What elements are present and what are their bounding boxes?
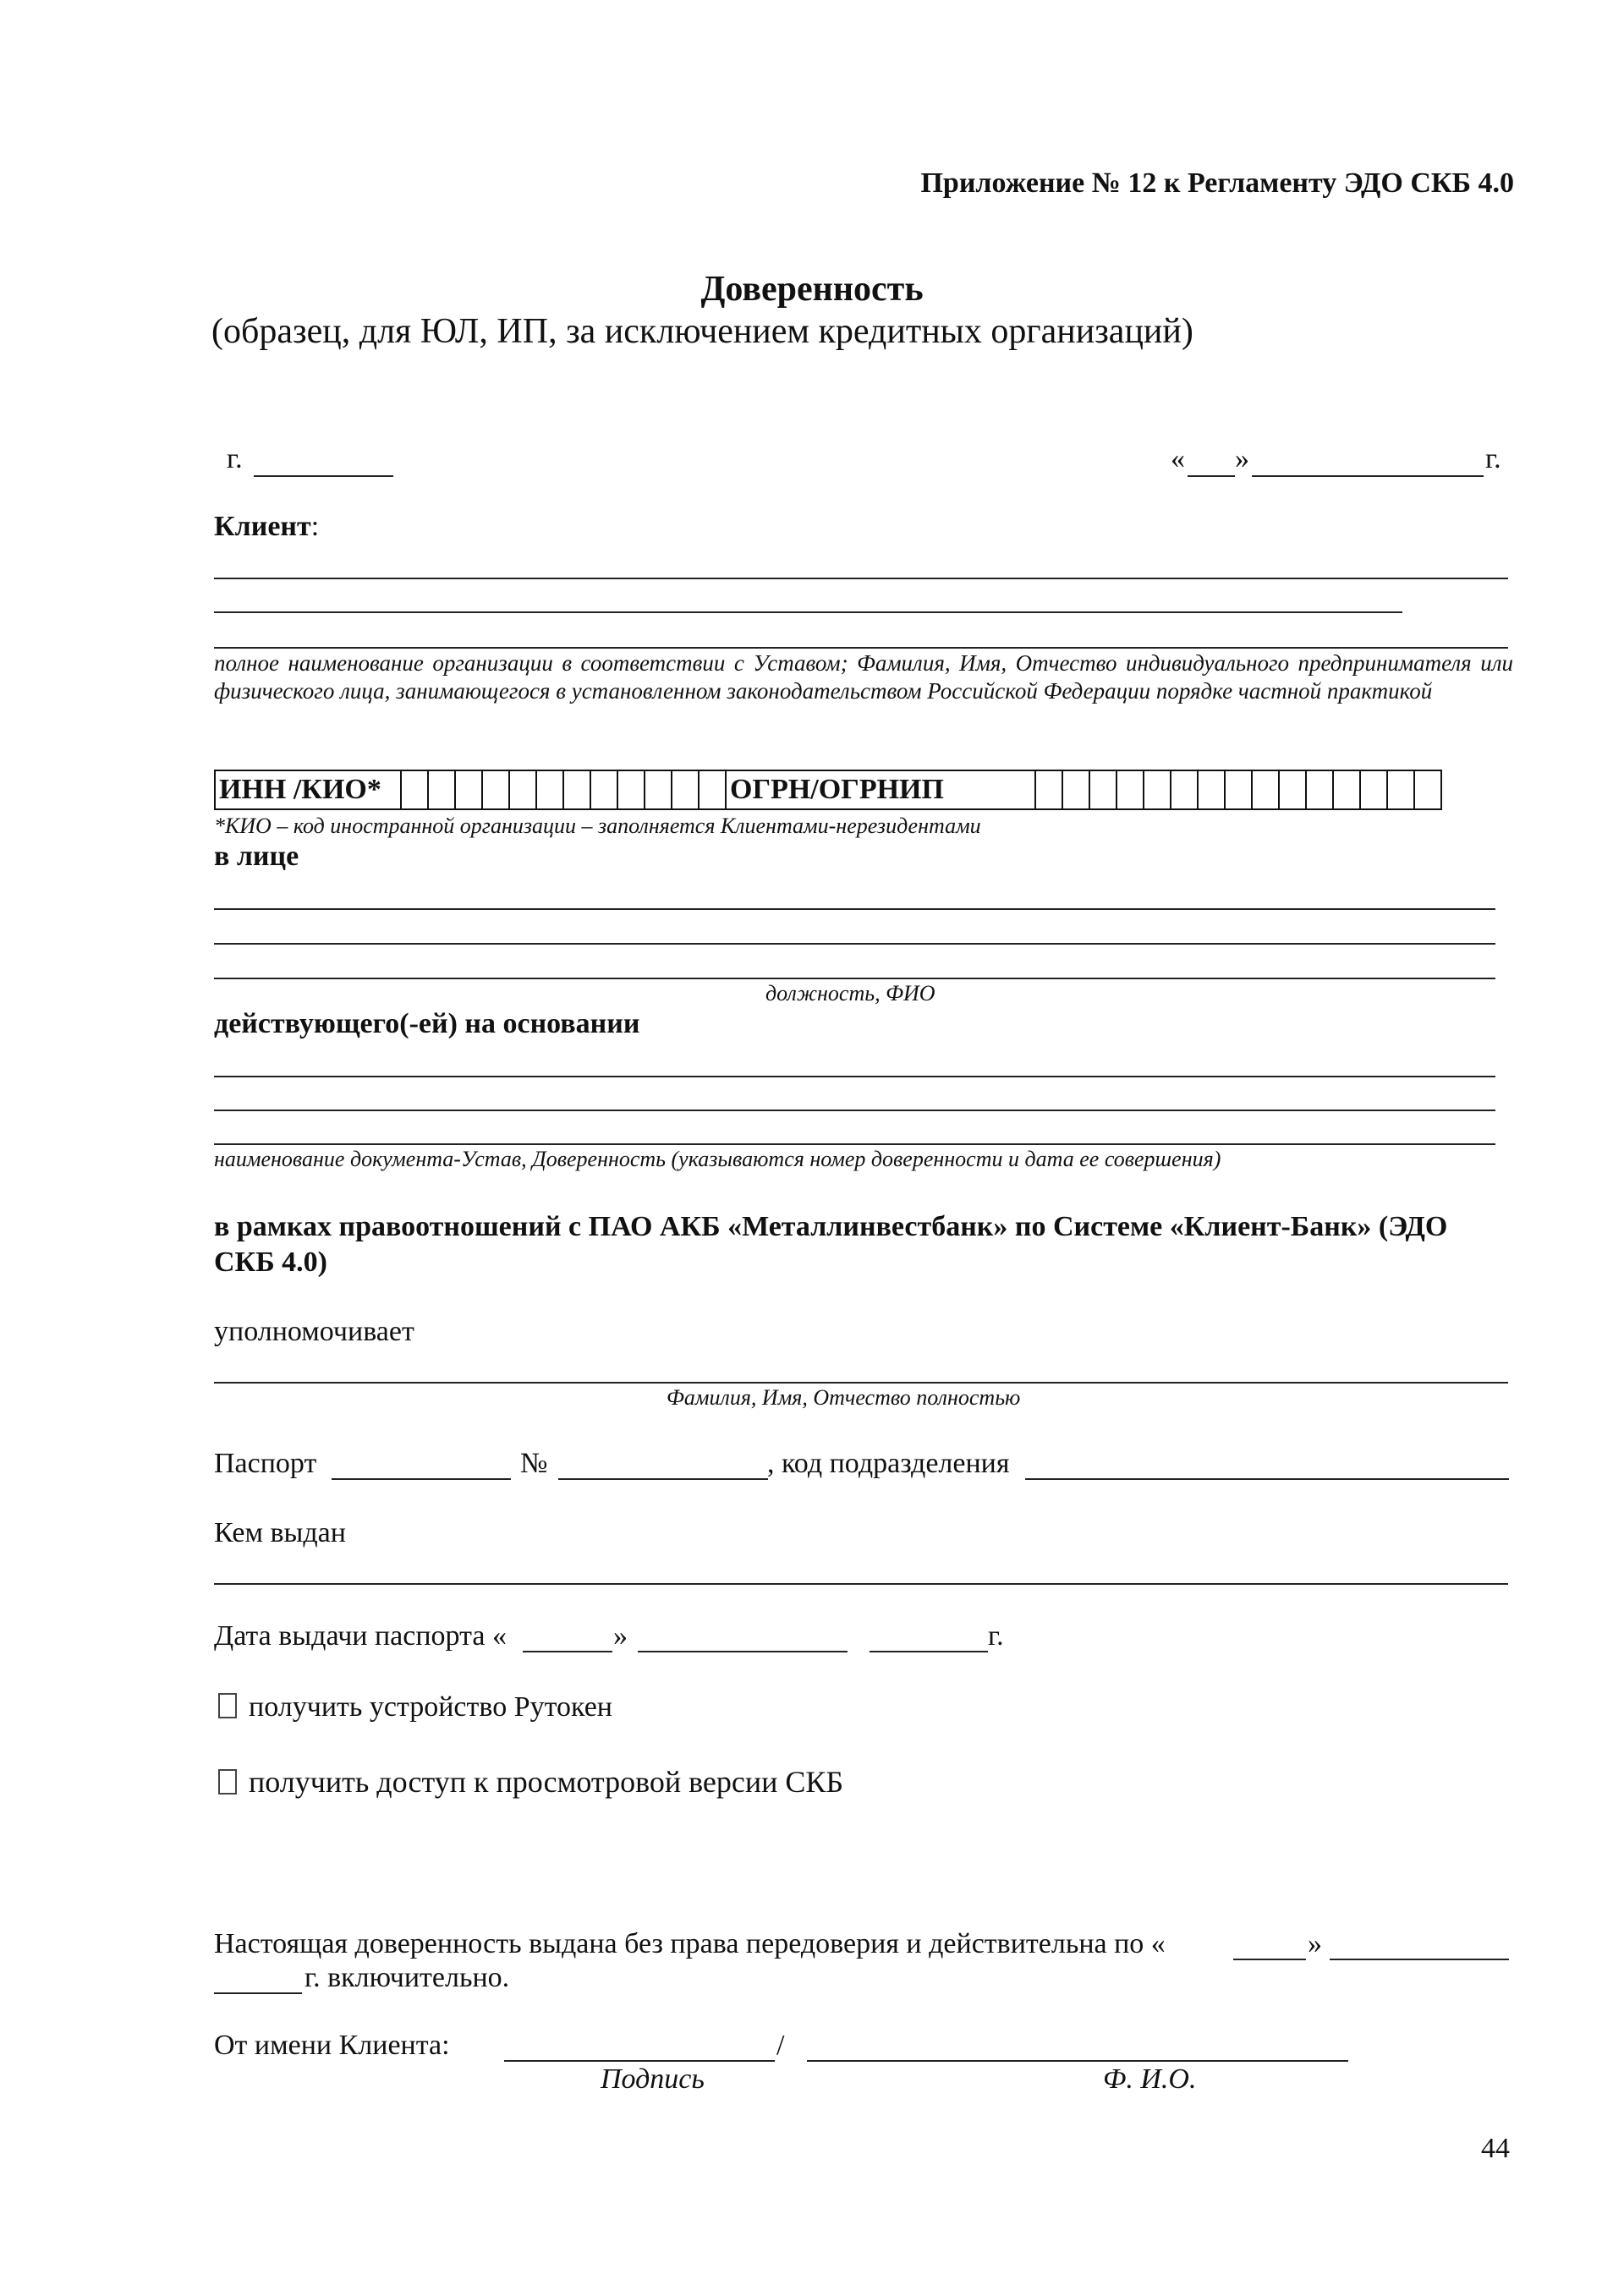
inn-digit-cell[interactable]	[617, 770, 645, 809]
checkbox-rutoken[interactable]	[218, 1693, 237, 1718]
inn-digit-cell[interactable]	[455, 770, 482, 809]
basis-field[interactable]	[214, 1143, 1495, 1145]
basis-field[interactable]	[214, 1076, 1495, 1077]
passport-number-field[interactable]	[558, 1478, 768, 1480]
client-name-field[interactable]	[214, 578, 1508, 579]
client-name-field[interactable]	[214, 647, 1508, 649]
signature-caption: Подпись	[601, 2063, 705, 2095]
date-close-quote: »	[1235, 443, 1249, 474]
validity-text-continued: г. включительно.	[304, 1962, 510, 1993]
date-day-field[interactable]	[1188, 475, 1235, 477]
validity-year-field[interactable]	[214, 1992, 302, 1994]
passport-number-label: №	[520, 1448, 548, 1479]
inn-digit-cell[interactable]	[401, 770, 428, 809]
inn-digit-cell[interactable]	[645, 770, 672, 809]
date-year-suffix: г.	[1485, 443, 1501, 474]
issued-by-field[interactable]	[214, 1583, 1508, 1585]
inn-digit-cell[interactable]	[672, 770, 699, 809]
appendix-header: Приложение № 12 к Регламенту ЭДО СКБ 4.0	[920, 167, 1514, 199]
inn-digit-cell[interactable]	[699, 770, 726, 809]
issue-date-label: Дата выдачи паспорта «	[214, 1620, 507, 1652]
validity-month-field[interactable]	[1330, 1959, 1509, 1960]
validity-close-quote: »	[1308, 1928, 1322, 1959]
option-rutoken-label: получить устройство Рутокен	[249, 1691, 612, 1723]
document-title: Доверенность	[700, 270, 924, 309]
representative-label: в лице	[214, 841, 299, 872]
inn-label: ИНН /КИО*	[215, 770, 401, 809]
ogrn-digit-cell[interactable]	[1144, 770, 1171, 809]
issue-year-field[interactable]	[870, 1651, 988, 1652]
attorney-caption: Фамилия, Имя, Отчество полностью	[667, 1385, 1021, 1410]
ogrn-label: ОГРН/ОГРНИП	[726, 770, 1035, 809]
client-label: Клиент	[214, 511, 311, 542]
inn-digit-cell[interactable]	[590, 770, 617, 809]
scope-text-continued: СКБ 4.0)	[214, 1247, 328, 1278]
division-code-label: , код подразделения	[767, 1448, 1010, 1479]
option-view-access[interactable]	[218, 1764, 843, 1800]
ogrn-digit-cell[interactable]	[1062, 770, 1089, 809]
basis-field[interactable]	[214, 1110, 1495, 1111]
issue-year-suffix: г.	[988, 1620, 1004, 1652]
basis-label: действующего(-ей) на основании	[214, 1008, 640, 1039]
checkbox-view-access[interactable]	[218, 1769, 237, 1795]
representative-field[interactable]	[214, 978, 1495, 979]
ogrn-digit-cell[interactable]	[1387, 770, 1414, 809]
issued-by-label: Кем выдан	[214, 1517, 346, 1548]
ogrn-digit-cell[interactable]	[1089, 770, 1116, 809]
scope-text: в рамках правоотношений с ПАО АКБ «Металлинвестбанк» по Системе «Клиент-Банк» (ЭДО	[214, 1211, 1448, 1242]
inn-digit-cell[interactable]	[509, 770, 536, 809]
issue-date-close-quote: »	[613, 1620, 628, 1652]
issue-day-field[interactable]	[523, 1651, 612, 1652]
client-heading	[214, 511, 319, 543]
passport-label: Паспорт	[214, 1448, 317, 1479]
validity-text: Настоящая доверенность выдана без права передоверия и действительна по «	[214, 1928, 1166, 1959]
ogrn-digit-cell[interactable]	[1116, 770, 1144, 809]
date-month-field[interactable]	[1252, 475, 1484, 477]
document-subtitle: (образец, для ЮЛ, ИП, за исключением кредитных организаций)	[211, 312, 1193, 351]
validity-day-field[interactable]	[1233, 1959, 1306, 1960]
ogrn-digit-cell[interactable]	[1225, 770, 1252, 809]
option-rutoken[interactable]	[218, 1691, 612, 1723]
attorney-name-field[interactable]	[214, 1382, 1508, 1384]
representative-caption: должность, ФИО	[765, 981, 935, 1006]
ogrn-digit-cell[interactable]	[1252, 770, 1279, 809]
signature-separator: /	[776, 2030, 785, 2061]
signature-label: От имени Клиента:	[214, 2030, 450, 2061]
ogrn-digit-cell[interactable]	[1171, 770, 1198, 809]
authorizes-label: уполномочивает	[214, 1316, 414, 1347]
client-caption: полное наименование организации в соответствии с Уставом; Фамилия, Имя, Отчество индивидуального предпринимателя или физического лица, занимающегося в установленном законодательством Российской Федерации порядке частной практикой	[214, 650, 1513, 704]
division-code-field[interactable]	[1025, 1478, 1509, 1480]
page-number: 44	[1481, 2133, 1510, 2164]
inn-digit-cell[interactable]	[482, 770, 509, 809]
identifier-grid	[214, 770, 1442, 810]
signature-field[interactable]	[504, 2060, 775, 2062]
ogrn-digit-cell[interactable]	[1333, 770, 1360, 809]
ogrn-digit-cell[interactable]	[1198, 770, 1225, 809]
ogrn-digit-cell[interactable]	[1360, 770, 1387, 809]
passport-series-field[interactable]	[332, 1478, 511, 1480]
ogrn-digit-cell[interactable]	[1035, 770, 1062, 809]
inn-digit-cell[interactable]	[428, 770, 455, 809]
kio-footnote: *КИО – код иностранной организации – заполняется Клиентами-нерезидентами	[214, 814, 981, 838]
option-view-access-label: получить доступ к просмотровой версии СКБ	[249, 1765, 844, 1799]
ogrn-digit-cell[interactable]	[1279, 770, 1306, 809]
signatory-name-field[interactable]	[807, 2060, 1348, 2062]
place-prefix: г.	[227, 443, 243, 474]
representative-field[interactable]	[214, 943, 1495, 945]
place-field[interactable]	[254, 475, 393, 477]
inn-digit-cell[interactable]	[563, 770, 590, 809]
ogrn-digit-cell[interactable]	[1306, 770, 1333, 809]
representative-field[interactable]	[214, 908, 1495, 910]
inn-digit-cell[interactable]	[536, 770, 563, 809]
client-colon: :	[310, 511, 320, 542]
issue-month-field[interactable]	[638, 1651, 848, 1652]
signatory-name-caption: Ф. И.О.	[1103, 2063, 1197, 2095]
date-open-quote: «	[1171, 443, 1185, 474]
ogrn-digit-cell[interactable]	[1414, 770, 1441, 809]
client-name-field[interactable]	[214, 611, 1402, 613]
basis-caption: наименование документа-Устав, Доверенность (указываются номер доверенности и дата ее совершения)	[214, 1147, 1221, 1171]
